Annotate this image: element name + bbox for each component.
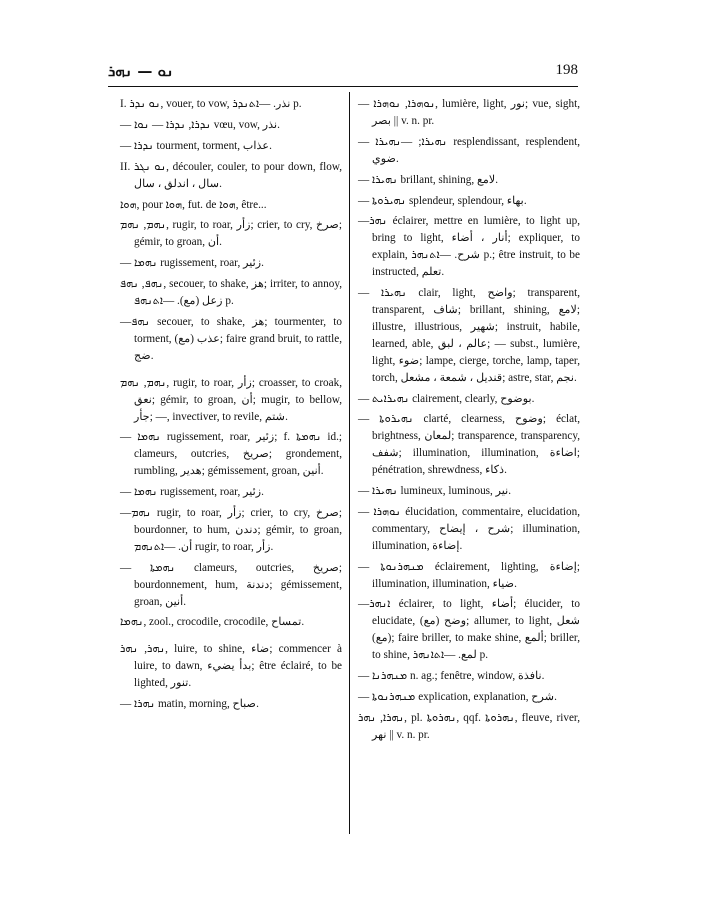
- left-column: [120, 96, 342, 717]
- dictionary-entry: — ܢܗܝܪܐ brillant, shining, لامع.: [358, 173, 499, 186]
- dictionary-entry: ܢܗܦ, ܢܗܦ, secouer, to shake, هز; irriter, to annoy, زعل (مع). —ܐܬܢܗܦ p.: [120, 278, 342, 308]
- dictionary-entry: — ܢܗܪܐ matin, morning, صباح.: [120, 698, 259, 711]
- dictionary-entry: ܢܗܡܐ, zool., crocodile, crocodile, تمساح.: [120, 616, 305, 629]
- dictionary-entry: — ܢܘܗܪܐ élucidation, commentaire, elucidation, commentary, شرح ، إيضاح; illumination, illumination, إضاءة.: [358, 505, 580, 552]
- column-divider: [349, 92, 350, 834]
- dictionary-entry: — ܢܗܡܐ rugissement, roar, زئير.: [120, 257, 264, 270]
- dictionary-entry: — ܢܗܝܪܘܬܐ clarté, clearness, وضوح; éclat, brightness, لمعان; transparence, transparency, شفف; illumination, illumination, اضاءة; pénétration, shrewdness, ذكاء.: [358, 413, 580, 477]
- page-number: 198: [555, 62, 578, 78]
- dictionary-entry: I. ܢܘ ܢܕܪ, vouer, to vow, نذر. —ܐܬܢܕܪ p.: [120, 98, 302, 110]
- right-column: [358, 96, 580, 748]
- header-rule: [108, 86, 578, 87]
- dictionary-entry: —ܢܗܦ secouer, to shake, هز; tourmenter, to torment, عذب (مع); faire grand bruit, to rattle, ضج.: [120, 315, 342, 362]
- dictionary-entry: —ܐܢܗܪ éclairer, to light, أضاء; élucider, to elucidate, وضح (مع); allumer, to light, شعل (مع); faire briller, to make shine, ألمع; briller, to shine, لمع. —ܐܬܐܢܗܪ p.: [358, 598, 581, 662]
- dictionary-entry: — ܡܢܗܪܢܘܬܐ éclairement, lighting, إضاءة; illumination, illumination, ضياء.: [358, 560, 580, 590]
- dictionary-entry: — ܢܗܡܬܐ clameurs, outcries, صريخ; bourdonnement, hum, دندنة; gémissement, groan, أنين.: [120, 561, 343, 608]
- dictionary-entry: ܢܗܡ, ܢܗܡ, rugir, to roar, زأر; croasser, to croak, نعق; gémir, to groan, أن; mugir, to bellow, جأر; —, invectiver, to revile, شتم.: [120, 376, 342, 423]
- dictionary-entry: — ܢܕܪܐ tourment, torment, عذاب.: [120, 139, 272, 152]
- dictionary-entry: —ܢܗܪ éclairer, mettre en lumière, to light up, bring to light, أنار ، أضاء; expliquer, to explain, شرح. —ܐܬܢܗܪ p.; être instruit, to be instructed, تعلم.: [358, 215, 580, 279]
- dictionary-entry: — ܢܗܡܐ rugissement, roar, زئير; f. ܢܗܡܬܐ id.; clameurs, outcries, صريخ; grondement, rumbling, هدير; gémissement, groan, أنين.: [120, 431, 343, 478]
- dictionary-entry: — ܢܗܝܪܐ lumineux, luminous, نير.: [358, 485, 512, 498]
- dictionary-entry: ܗܘܐ, pour ܗܘܐ, fut. de ܗܘܐ, être...: [120, 198, 267, 211]
- dictionary-entry: ܢܗܡ, ܢܗܡ, rugir, to roar, زأر; crier, to cry, صرخ; gémir, to groan, أن.: [120, 219, 343, 249]
- page-header: [108, 62, 578, 84]
- guide-words: ܢܘ — ܢܗܪ: [108, 62, 174, 80]
- dictionary-entry: — ܢܗܝܪܘܬܐ splendeur, splendour, بهاء.: [358, 194, 527, 207]
- dictionary-entry: — ܢܗܝܪܐ; —ܢܗܝܪܐ resplendissant, resplendent, ضوي.: [358, 135, 581, 165]
- dictionary-entry: ܢܗܪܐ, ܢܗܪ, pl. ܢܗܪܘܬܐ, qqf. ܢܗܪܘܬܐ, fleuve, river, نهر || v. n. pr.: [358, 711, 581, 741]
- dictionary-entry: — ܢܕܪܐ, ܢܕܪܐ — ܢܘܐ vœu, vow, نذر.: [120, 118, 280, 131]
- dictionary-entry: ܢܗܪ, ܢܗܪ, luire, to shine, ضاء; commencer à luire, to dawn, بدأ يضيء; être éclairé, to be lighted, تنور.: [120, 643, 343, 690]
- dictionary-entry: — ܢܘܗܪܐ, ܢܘܗܪܐ, lumière, light, نور; vue, sight, بصر || v. n. pr.: [358, 98, 580, 127]
- dictionary-entry: — ܡܢܗܪܢܘܬܐ explication, explanation, شرح.: [358, 691, 557, 703]
- dictionary-entry: — ܢܗܝܪܐܝܬ clairement, clearly, بوضوح.: [358, 392, 535, 405]
- dictionary-entry: — ܢܗܝܪܐ clair, light, واضح; transparent, transparent, شاف; brillant, shining, لامع; illustre, illustrious, شهير; instruit, habile, learned, able, عالم ، لبق; — subst., lumière, light, ضوء; lampe, cierge, torche, lamp, taper, torch, قنديل ، شمعة ، مشعل; astre, star, نجم.: [358, 287, 581, 384]
- dictionary-entry: — ܢܗܡܐ rugissement, roar, زئير.: [120, 486, 264, 499]
- dictionary-entry: — ܡܢܗܪܢܐ n. ag.; fenêtre, window, نافذة.: [358, 670, 545, 683]
- dictionary-entry: —ܢܗܡ rugir, to roar, زأر; crier, to cry, صرخ; bourdonner, to hum, دندن; gémir, to groan, أن. —ܐܬܢܗܡ rugir, to roar, زأر.: [120, 507, 342, 553]
- dictionary-entry: II. ܢܘ ܢܓܪ, découler, couler, to pour down, flow, سال ، اندلق ، سال.: [120, 160, 343, 190]
